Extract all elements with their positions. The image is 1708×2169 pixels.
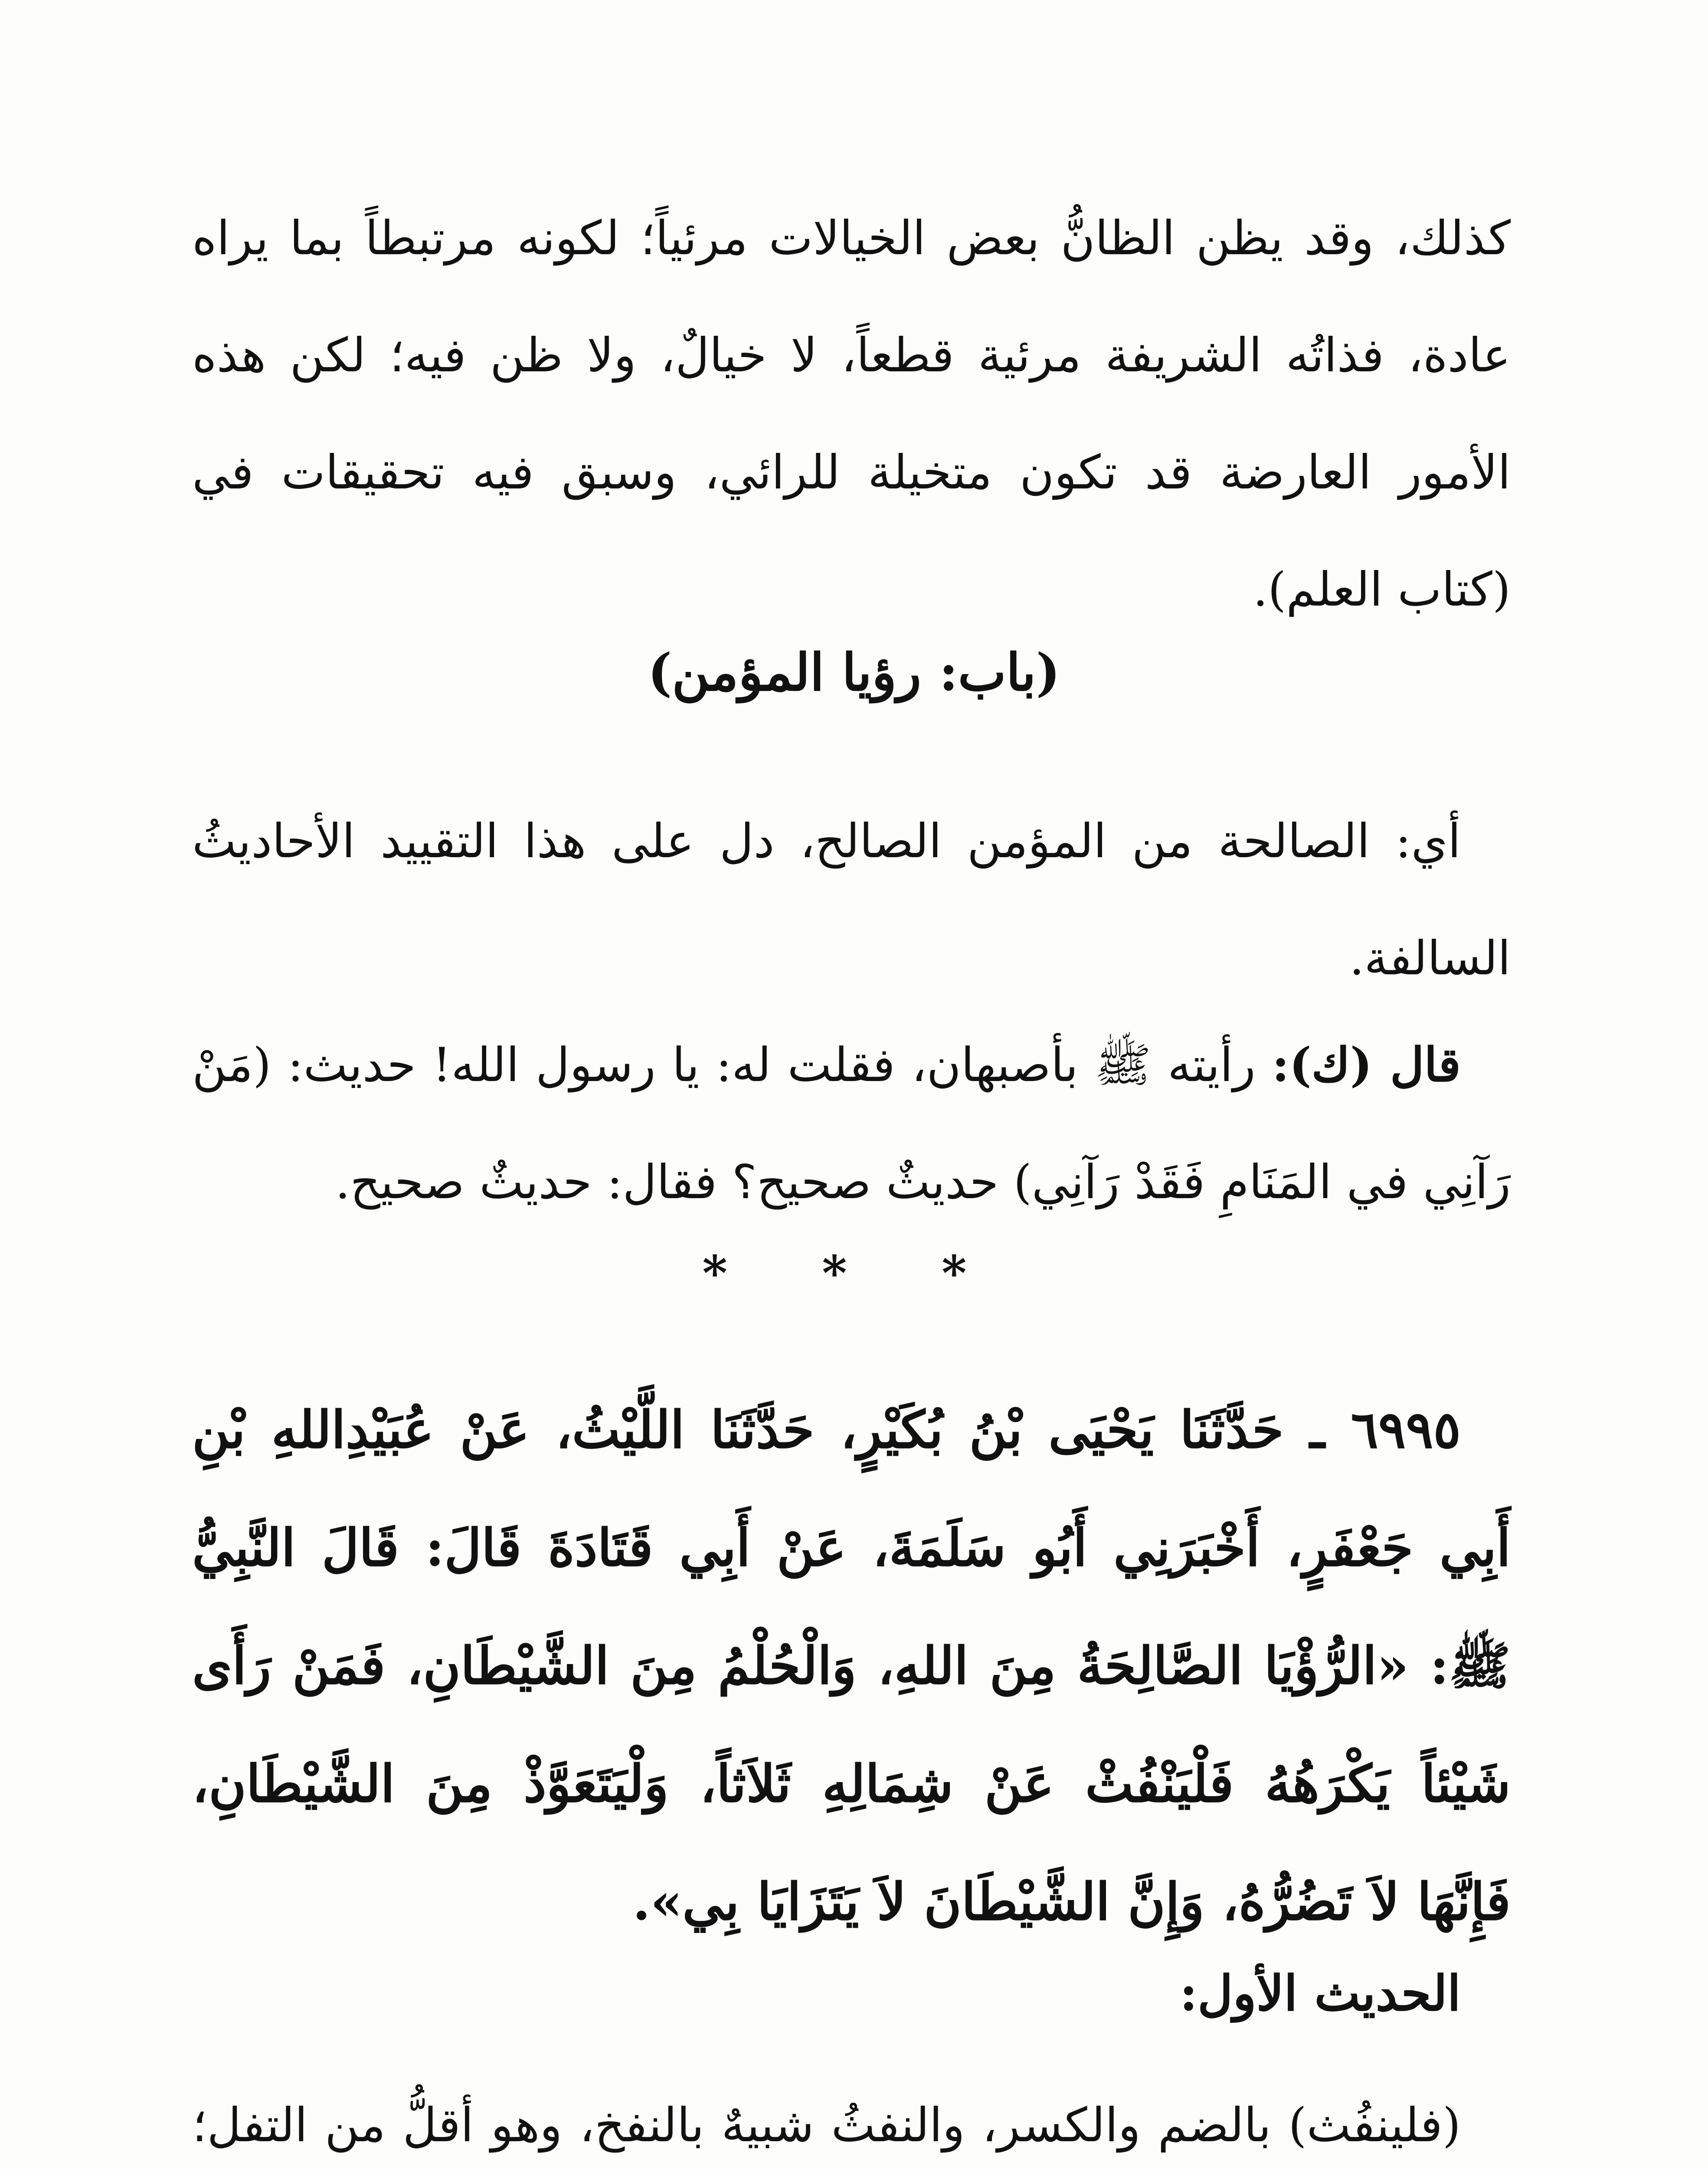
first-hadith-label-block [192, 1965, 1511, 2022]
narration-block [192, 1006, 1511, 1241]
hadith-text: ـ حَدَّثَنَا يَحْيَى بْنُ بُكَيْرٍ، حَدَّثَنَا اللَّيْثُ، عَنْ عُبَيْدِاللهِ بْنِ أَبِي جَعْفَرٍ، أَخْبَرَنِي أَبُو سَلَمَةَ، عَنْ أَبِي قَتَادَةَ قَالَ: قَالَ النَّبِيُّ ﷺ: «الرُّؤْيَا الصَّالِحَةُ مِنَ اللهِ، وَالْحُلْمُ مِنَ الشَّيْطَانِ، فَمَنْ رَأَى شَيْئاً يَكْرَهُهُ فَلْيَنْفُثْ عَنْ شِمَالِهِ ثَلاَثاً، وَلْيَتَعَوَّذْ مِنَ الشَّيْطَانِ، فَإِنَّهَا لاَ تَضُرُّهُ، وَإِنَّ الشَّيْطَانَ لاَ يَتَزَايَا بِي». [192, 1399, 1511, 1932]
chapter-heading: (باب: رؤيا المؤمن) [648, 642, 1060, 702]
narration-paragraph [192, 1006, 1511, 1241]
commentary-paragraph: (فلينفُث) بالضم والكسر، والنفثُ شبيهٌ بالنفخ، وهو أقلُّ من التفل؛ [192, 2098, 1461, 2153]
commentary-block [192, 2067, 1511, 2169]
hadith-number: ٦٩٩٥ [1351, 1399, 1461, 1460]
narration-text: رأيته ﷺ بأصبهان، فقلت له: يا رسول الله! حديث: (مَنْ رَآنِي في المَنَامِ فَقَدْ رَآنِي) حديثٌ صحيح؟ فقال: حديثٌ صحيح. [192, 1038, 1511, 1209]
explanation-block [192, 783, 1511, 1017]
explanation-paragraph: أي: الصالحة من المؤمن الصالح، دل على هذا التقييد الأحاديثُ السالفة. [192, 814, 1511, 986]
hadith-block [192, 1371, 1511, 1961]
intro-paragraph: كذلك، وقد يظن الظانُّ بعض الخيالات مرئياً؛ لكونه مرتبطاً بما يراه عادة، فذاتُه الشريفة مرئية قطعاً، لا خيالٌ، ولا ظن فيه؛ لكن هذه الأمور العارضة قد تكون متخيلة للرائي، وسبق فيه تحقيقات في (كتاب العلم). [192, 211, 1511, 617]
first-hadith-label: الحديث الأول: [1179, 1965, 1461, 2022]
section-separator: * * * [702, 1245, 1006, 1301]
hadith-paragraph [192, 1371, 1511, 1961]
intro-block [192, 180, 1511, 649]
narration-lead: قال (ك): [1272, 1038, 1461, 1092]
